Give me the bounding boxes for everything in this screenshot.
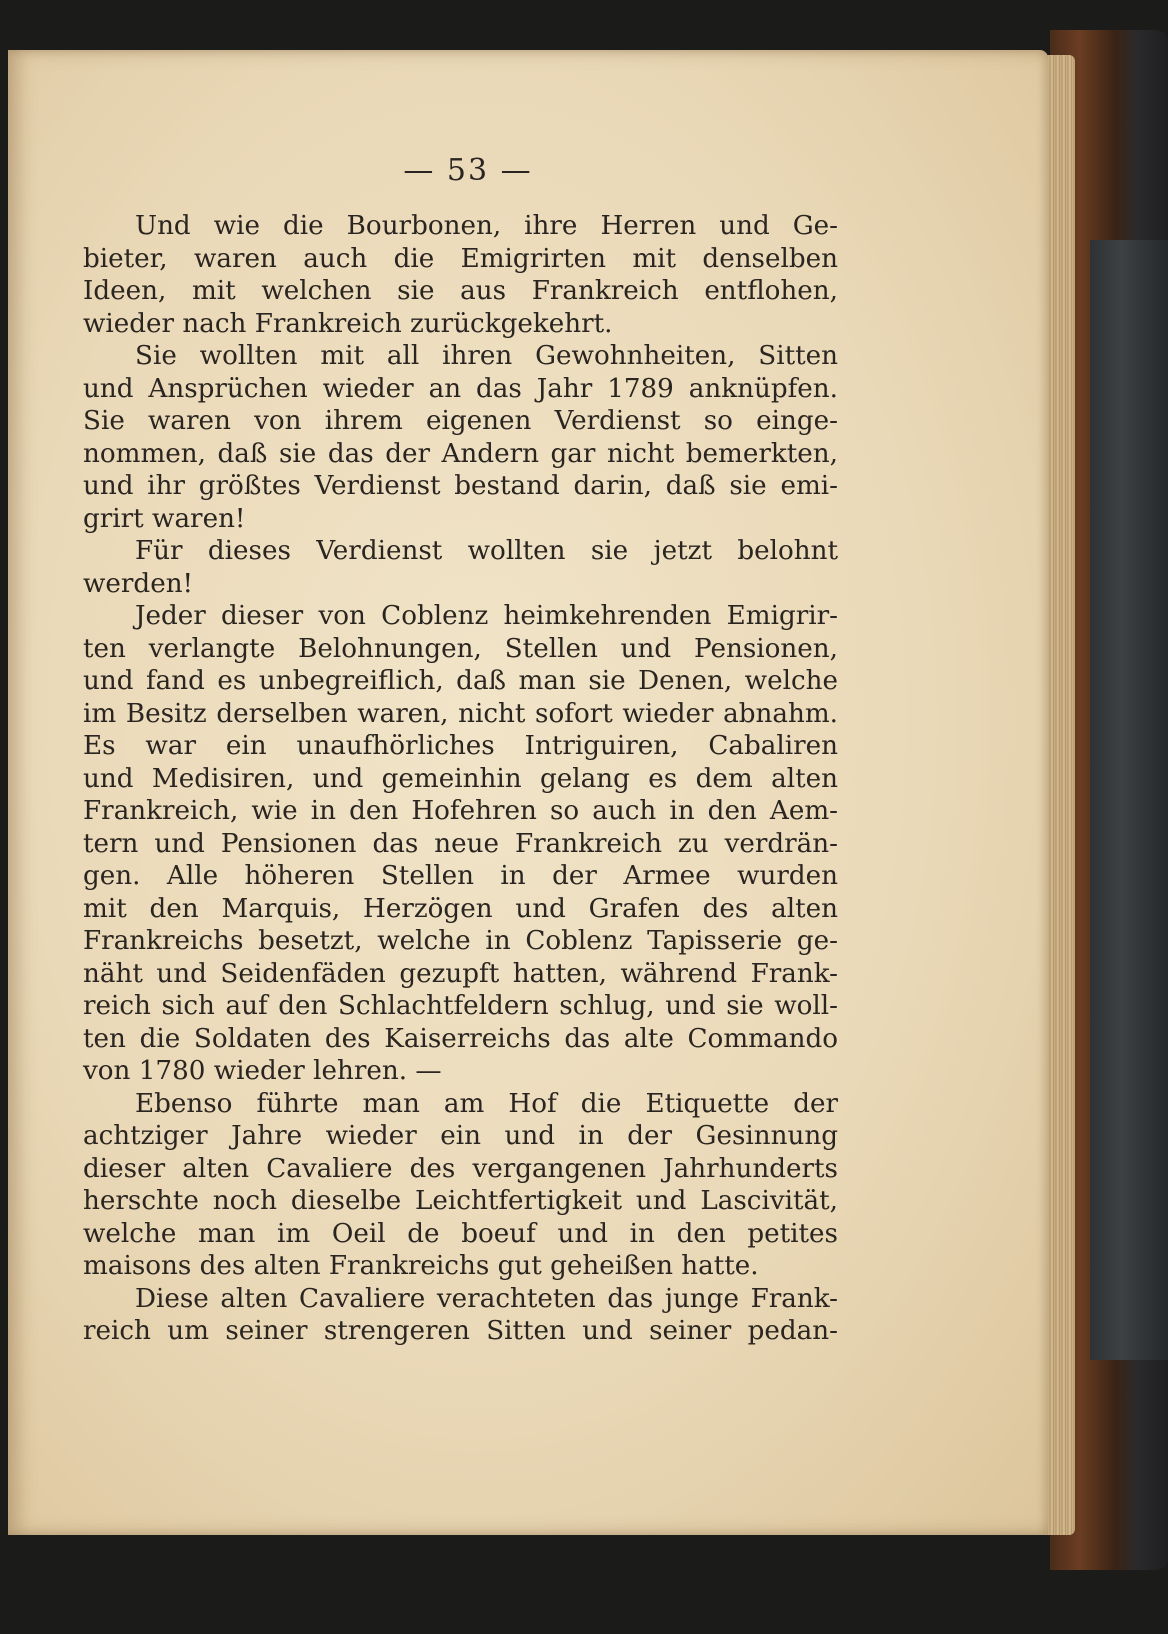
text-line: und Ansprüchen wieder an das Jahr 1789 anknüpfen. (83, 373, 838, 404)
text-line: bieter, waren auch die Emigrirten mit denselben (83, 243, 838, 274)
text-line: nommen, daß sie das der Andern gar nicht bemerkten, (83, 438, 838, 469)
text-line: Und wie die Bourbonen, ihre Herren und Ge- (135, 211, 838, 241)
text-line: mit den Marquis, Herzögen und Grafen des alten (83, 893, 838, 924)
text-line: Frankreich, wie in den Hofehren so auch in den Aem- (83, 796, 838, 826)
text-line: Diese alten Cavaliere verachteten das junge Frank- (135, 1283, 838, 1314)
text-line: dieser alten Cavaliere des vergangenen Jahrhunderts (83, 1153, 838, 1184)
text-line: Sie waren von ihrem eigenen Verdienst so einge- (83, 406, 838, 436)
text-line: und ihr größtes Verdienst bestand darin, daß sie emi- (83, 471, 838, 501)
text-line: tern und Pensionen das neue Frankreich zu verdrän- (83, 828, 838, 859)
text-line: maisons des alten Frankreichs gut geheißen hatte. (83, 1251, 759, 1281)
text-line: Jeder dieser von Coblenz heimkehrenden Emigrir- (135, 601, 838, 631)
page-number: — 53 — (403, 153, 533, 188)
text-line: gen. Alle höheren Stellen in der Armee wurden (83, 861, 838, 891)
text-line: im Besitz derselben waren, nicht sofort wieder abnahm. (83, 698, 838, 729)
text-line: wieder nach Frankreich zurückgekehrt. (83, 308, 613, 339)
text-line: von 1780 wieder lehren. — (83, 1056, 442, 1086)
text-line: herschte noch dieselbe Leichtfertigkeit und Lascivität, (83, 1186, 838, 1216)
text-line: reich sich auf den Schlachtfeldern schlug, und sie woll- (83, 991, 838, 1021)
text-line: und fand es unbegreiflich, daß man sie Denen, welche (83, 666, 838, 696)
text-line: reich um seiner strengeren Sitten und seiner pedan- (83, 1316, 838, 1346)
text-line: Ebenso führte man am Hof die Etiquette der (135, 1088, 838, 1119)
text-line: Sie wollten mit all ihren Gewohnheiten, Sitten (135, 341, 838, 371)
text-line: welche man im Oeil de boeuf und in den petites (83, 1218, 838, 1249)
text-line: Ideen, mit welchen sie aus Frankreich entflohen, (83, 276, 838, 306)
book-cover-band (1090, 240, 1168, 1360)
text-line: näht und Seidenfäden gezupft hatten, während Frank- (83, 958, 838, 989)
text-line: ten die Soldaten des Kaiserreichs das alte Commando (83, 1023, 838, 1054)
body-text (83, 210, 838, 1348)
text-line: ten verlangte Belohnungen, Stellen und Pensionen, (83, 633, 838, 664)
text-line: grirt waren! (83, 503, 246, 534)
text-line: Es war ein unaufhörliches Intriguiren, Cabaliren (83, 731, 838, 761)
text-line: achtziger Jahre wieder ein und in der Gesinnung (83, 1121, 838, 1151)
text-line: und Medisiren, und gemeinhin gelang es dem alten (83, 763, 838, 794)
text-line: Für dieses Verdienst wollten sie jetzt belohnt (135, 536, 838, 566)
text-line: Frankreichs besetzt, welche in Coblenz Tapisserie ge- (83, 926, 838, 956)
book-page (8, 50, 1048, 1535)
text-line: werden! (83, 568, 194, 599)
